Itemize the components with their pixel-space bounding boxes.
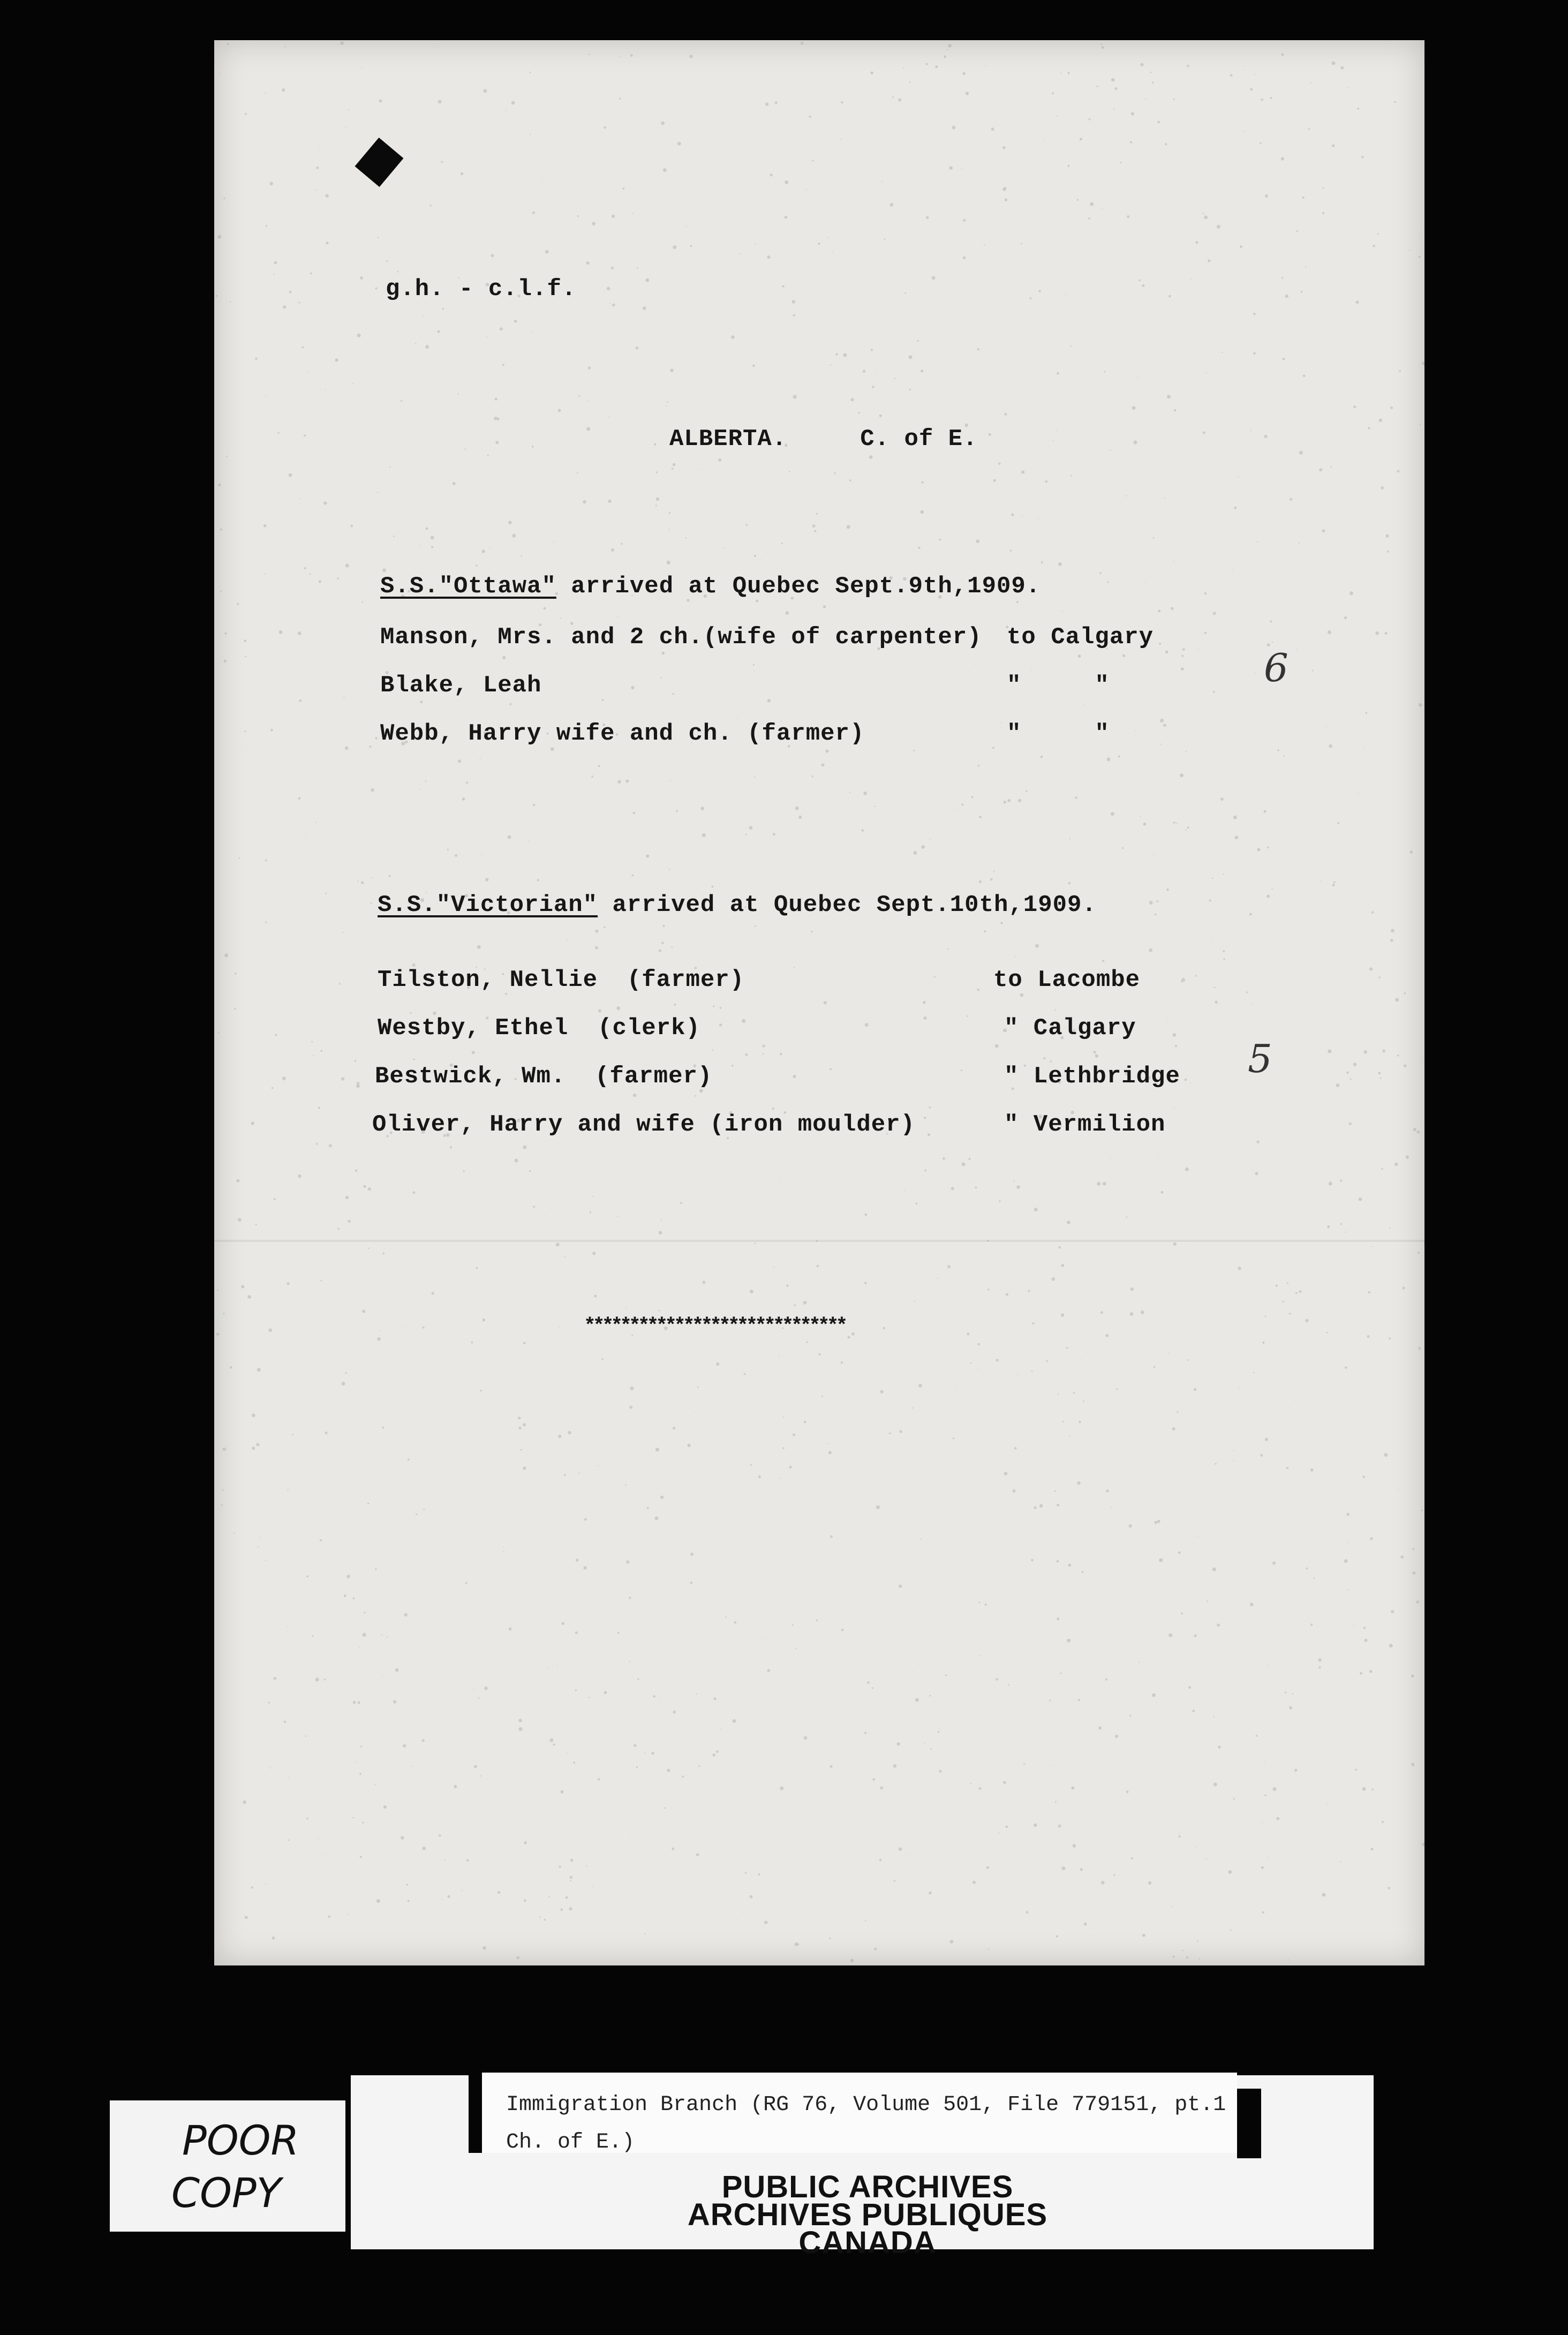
citation-line: Ch. of E.)	[506, 2130, 635, 2155]
document-page	[214, 40, 1424, 1965]
passenger-name: Webb, Harry wife and ch. (farmer)	[380, 720, 865, 747]
poor-copy-word: POOR	[182, 2116, 299, 2164]
passenger-destination: to Calgary	[1007, 624, 1154, 651]
ship-name: S.S."Ottawa"	[380, 573, 556, 600]
citation-line: Immigration Branch (RG 76, Volume 501, File 779151, pt.1	[506, 2093, 1226, 2117]
margin-count: 6	[1264, 645, 1288, 690]
separator-line: *****************************	[584, 1315, 845, 1338]
arrival-text: arrived at Quebec Sept.9th,1909.	[556, 573, 1041, 600]
passenger-name: Tilston, Nellie (farmer)	[378, 967, 745, 993]
card-tab	[1237, 2089, 1261, 2158]
passenger-destination: " Calgary	[1004, 1015, 1136, 1042]
passenger-destination: " "	[1007, 720, 1110, 747]
fold-line	[214, 1240, 1424, 1242]
archive-name: ARCHIVES PUBLIQUES	[687, 2197, 1048, 2232]
archive-name: CANADA	[798, 2225, 937, 2260]
margin-count: 5	[1248, 1036, 1272, 1081]
ship-header-victorian	[378, 892, 1097, 918]
ship-header-ottawa	[380, 573, 1041, 600]
passenger-name: Manson, Mrs. and 2 ch.(wife of carpenter)	[380, 624, 982, 651]
passenger-name: Westby, Ethel (clerk)	[378, 1015, 700, 1042]
passenger-name: Blake, Leah	[380, 672, 542, 699]
ship-name: S.S."Victorian"	[378, 892, 598, 918]
passenger-destination: " Vermilion	[1004, 1111, 1166, 1138]
passenger-destination: " "	[1007, 672, 1110, 699]
page-heading: ALBERTA. C. of E.	[669, 426, 978, 453]
arrival-text: arrived at Quebec Sept.10th,1909.	[598, 892, 1097, 918]
passenger-destination: to Lacombe	[993, 967, 1141, 993]
poor-copy-note	[110, 2100, 345, 2232]
passenger-destination: " Lethbridge	[1004, 1063, 1180, 1090]
poor-copy-word: COPY	[171, 2169, 282, 2217]
paper-texture	[214, 40, 1424, 1965]
reference-initials: g.h. - c.l.f.	[386, 276, 577, 303]
passenger-name: Bestwick, Wm. (farmer)	[375, 1063, 713, 1090]
passenger-name: Oliver, Harry and wife (iron moulder)	[372, 1111, 915, 1138]
archive-name: PUBLIC ARCHIVES	[721, 2170, 1014, 2204]
